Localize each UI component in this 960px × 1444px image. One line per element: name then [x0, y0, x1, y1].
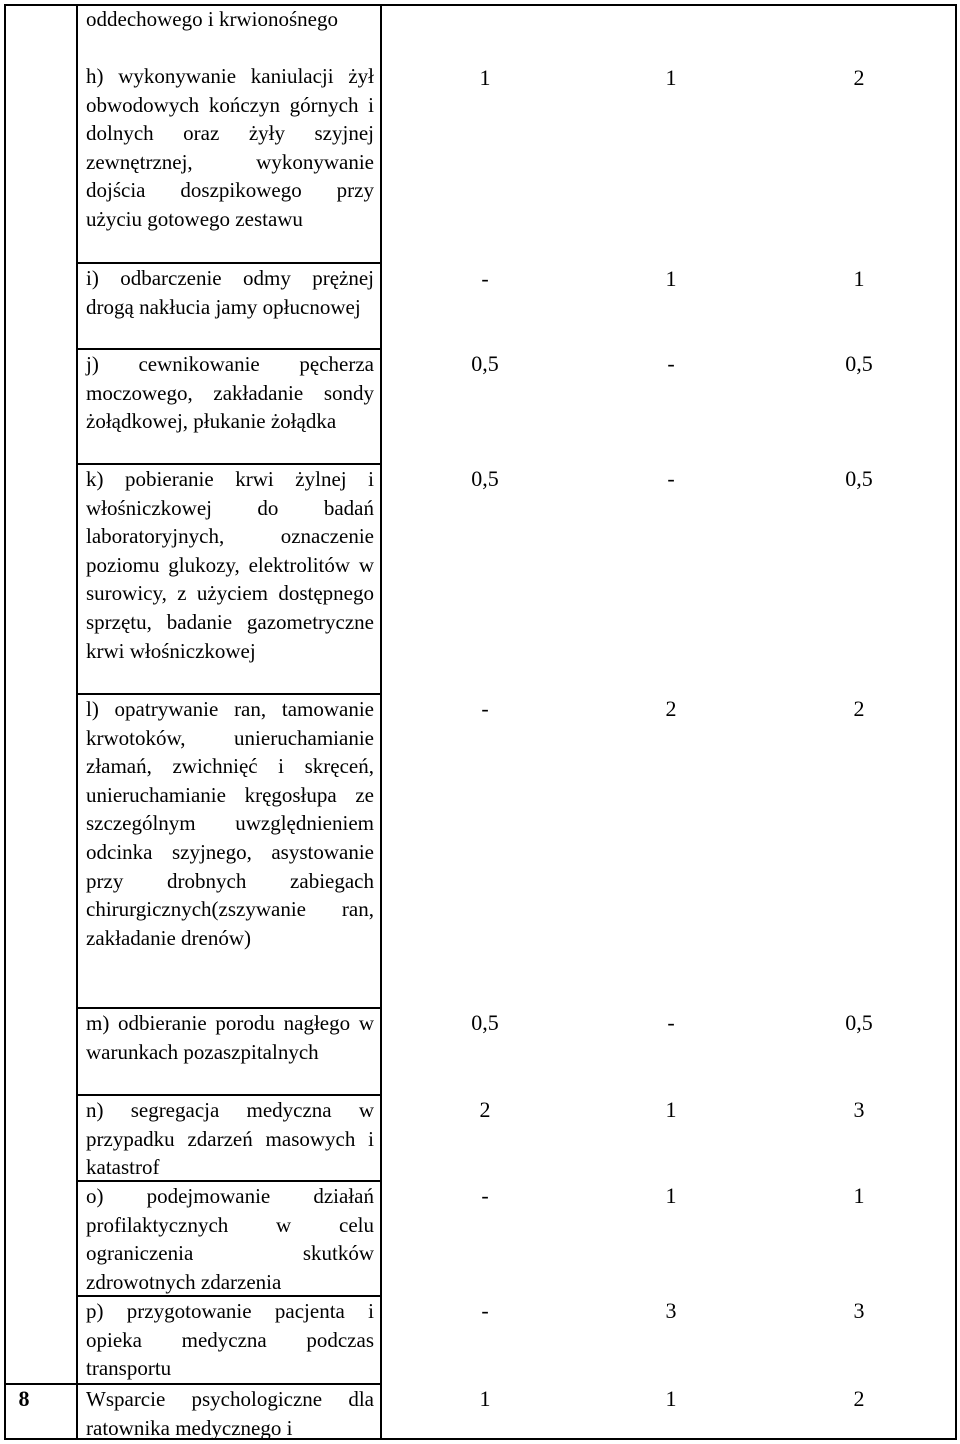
- value-cell-col1: 0,5: [471, 466, 499, 491]
- column-divider-number: [76, 4, 78, 1440]
- row-description: p) przygotowanie pacjenta i opieka medyczna podczas transportu: [86, 1299, 374, 1381]
- value-cell-col3: 2: [853, 65, 865, 90]
- value-cell-col1: -: [481, 696, 489, 721]
- value-cell-col2: 1: [665, 266, 677, 291]
- value-cell-col3: 3: [853, 1097, 865, 1122]
- value-cell-col1: 1: [479, 65, 491, 90]
- value-cell-col3: 2: [853, 696, 865, 721]
- value-cell-col2: -: [667, 466, 675, 491]
- value-cell-col3: 0,5: [845, 351, 873, 376]
- value-cell-col2: 1: [665, 65, 677, 90]
- value-cell-col1: 1: [479, 1386, 491, 1411]
- value-cell-col3: 2: [853, 1386, 865, 1411]
- value-cell-col3: 1: [853, 266, 865, 291]
- row-description: i) odbarczenie odmy prężnej drogą nakłucia jamy opłucnowej: [86, 266, 374, 319]
- value-cell-col1: -: [481, 1298, 489, 1323]
- row-description: m) odbieranie porodu nagłego w warunkach pozaszpitalnych: [86, 1011, 374, 1064]
- value-cell-col3: 0,5: [845, 466, 873, 491]
- row-description: j) cewnikowanie pęcherza moczowego, zakładanie sondy żołądkowej, płukanie żołądka: [86, 352, 374, 434]
- value-cell-col2: 1: [665, 1097, 677, 1122]
- row-description: o) podejmowanie działań profilaktycznych w celu ograniczenia skutków zdrowotnych zdarzenia: [86, 1184, 374, 1294]
- value-cell-col3: 3: [853, 1298, 865, 1323]
- value-cell-col3: 0,5: [845, 1010, 873, 1035]
- row-description: h) wykonywanie kaniulacji żył obwodowych kończyn górnych i dolnych oraz żyły szyjnej zewnętrznej, wykonywanie dojścia doszpikowego przy użyciu gotowego zestawu: [86, 64, 374, 231]
- section-number: 8: [18, 1386, 30, 1411]
- value-cell-col1: 0,5: [471, 351, 499, 376]
- value-cell-col1: -: [481, 266, 489, 291]
- value-cell-col2: 1: [665, 1183, 677, 1208]
- value-cell-col3: 1: [853, 1183, 865, 1208]
- value-cell-col2: -: [667, 1010, 675, 1035]
- row-description: oddechowego i krwionośnego: [86, 7, 338, 31]
- value-cell-col1: 2: [479, 1097, 491, 1122]
- value-cell-col2: 3: [665, 1298, 677, 1323]
- value-cell-col2: 1: [665, 1386, 677, 1411]
- table-border-right: [955, 4, 957, 1440]
- value-cell-col1: -: [481, 1183, 489, 1208]
- value-cell-col1: 0,5: [471, 1010, 499, 1035]
- row-description: n) segregacja medyczna w przypadku zdarzeń masowych i katastrof: [86, 1098, 374, 1180]
- row-description: l) opatrywanie ran, tamowanie krwotoków, unieruchamianie złamań, zwichnięć i skręceń, unieruchamianie kręgosłupa ze szczególnym uwzględnieniem odcinka szyjnego, asystowanie przy drobnych zabiegach chirurgicznych(zszywanie ran, zakładanie drenów): [86, 697, 374, 950]
- value-cell-col2: -: [667, 351, 675, 376]
- value-cell-col2: 2: [665, 696, 677, 721]
- column-divider-description: [380, 4, 382, 1440]
- table-border-left: [4, 4, 6, 1440]
- row-description: k) pobieranie krwi żylnej i włośniczkowej do badań laboratoryjnych, oznaczenie poziomu glukozy, elektrolitów w surowicy, z użyciem dostępnego sprzętu, badanie gazometryczne krwi włośniczkowej: [86, 467, 374, 663]
- section-description: Wsparcie psychologiczne dla ratownika medycznego i: [86, 1387, 374, 1440]
